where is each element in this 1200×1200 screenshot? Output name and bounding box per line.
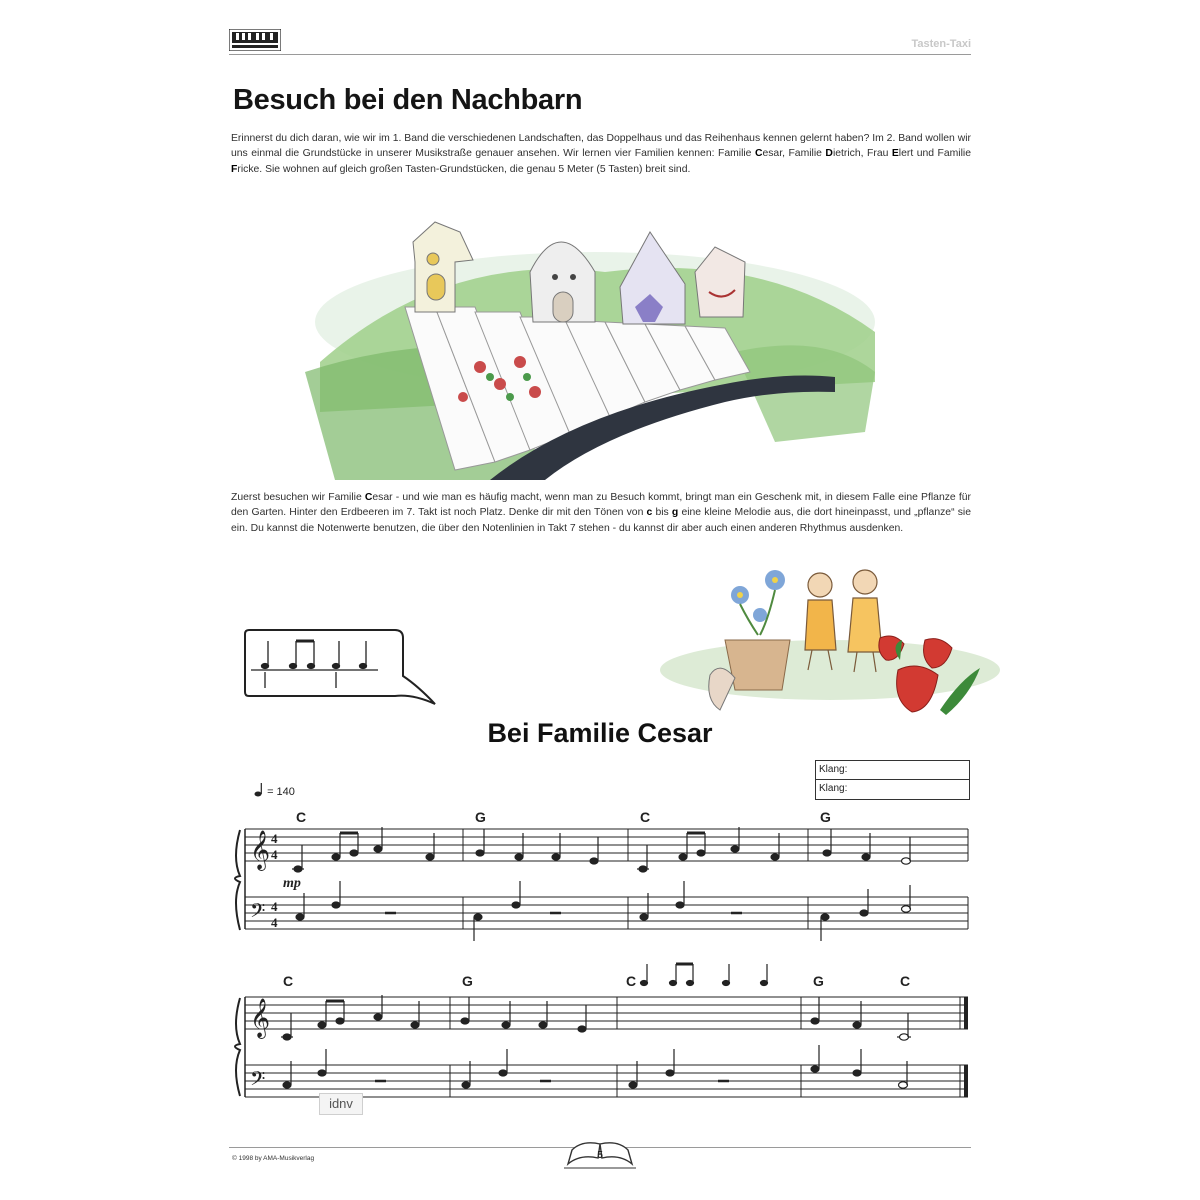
tempo-value: = 140 [267,786,295,798]
bass-notes-2 [283,1045,908,1088]
visit-paragraph: Zuerst besuchen wir Familie Cesar - und wie man es häufig macht, wenn man zu Besuch kommt, bringt man ein Geschenk mit, in diesem Falle eine Pflanze für den Garten. Hinter den Erdbeeren im 7. Takt ist noch Platz. Denke dir mit den Tönen von c bis g eine kleine Melodie aus, die dort hineinpasst, und „pflanze“ sie ein. Du kannst die Notenwerte benutzen, die über den Notenlinien in Takt 7 stehen - du kannst dir aber auch einen anderen Rhythmus ausdenken. [231,492,971,534]
time-signature-1 [271,831,278,930]
system-1 [235,829,968,930]
chord-symbol: C [900,973,911,989]
grand-staff-brace [235,998,240,1096]
chord-symbol: G [462,973,473,989]
bass-notes-1 [296,881,911,941]
chord-symbol: C [626,973,637,989]
klang-field-2: Klang: [816,779,969,798]
intro-paragraph: Erinnerst du dich daran, wie wir im 1. Band die verschiedenen Landschaften, das Doppelhaus und das Reihenhaus kennen gelernt haben? Im 2. Band wollen wir uns einmal die Grundstücke in unserer Musikstraße genauer ansehen. Wir lernen vier Familien kennen: Familie Cesar, Familie Dietrich, Frau Elert und Familie Fricke. Sie wohnen auf gleich großen Tasten-Grundstücken, die genau 5 Meter (5 Tasten) breit sind. [231,133,971,175]
chord-symbol: C [296,809,307,825]
rhythm-cue-measure-7 [641,964,768,986]
treble-notes-1 [292,827,911,872]
chord-symbol: G [820,809,831,825]
chord-symbol: C [283,973,294,989]
copyright-note: © 1998 by AMA-Musikverlag [232,1155,315,1162]
grand-staff-brace [235,830,240,930]
treble-clef-icon: 𝄞 [250,830,271,870]
chord-symbol: G [813,973,824,989]
running-title: Tasten-Taxi [911,38,971,50]
chord-symbol: C [640,809,651,825]
bass-clef-icon: 𝄢 [250,899,266,927]
treble-clef-icon: 𝄞 [250,998,271,1038]
treble-notes-2 [281,995,911,1040]
svg-text:4: 4 [271,915,278,930]
svg-text:4: 4 [271,831,278,846]
klang-field-1: Klang: [819,764,848,775]
watermark-badge: idnv [319,1093,363,1115]
song-title: Bei Familie Cesar [487,718,713,748]
page-number-badge [560,1130,640,1170]
svg-text:4: 4 [271,847,278,862]
svg-text:4: 4 [271,899,278,914]
page-title: Besuch bei den Nachbarn [233,84,583,116]
page-number: 5 [597,1150,603,1161]
bass-clef-icon: 𝄢 [250,1067,266,1095]
dynamic-mp: mp [283,876,301,891]
chord-symbol: G [475,809,486,825]
system-2 [235,997,968,1097]
